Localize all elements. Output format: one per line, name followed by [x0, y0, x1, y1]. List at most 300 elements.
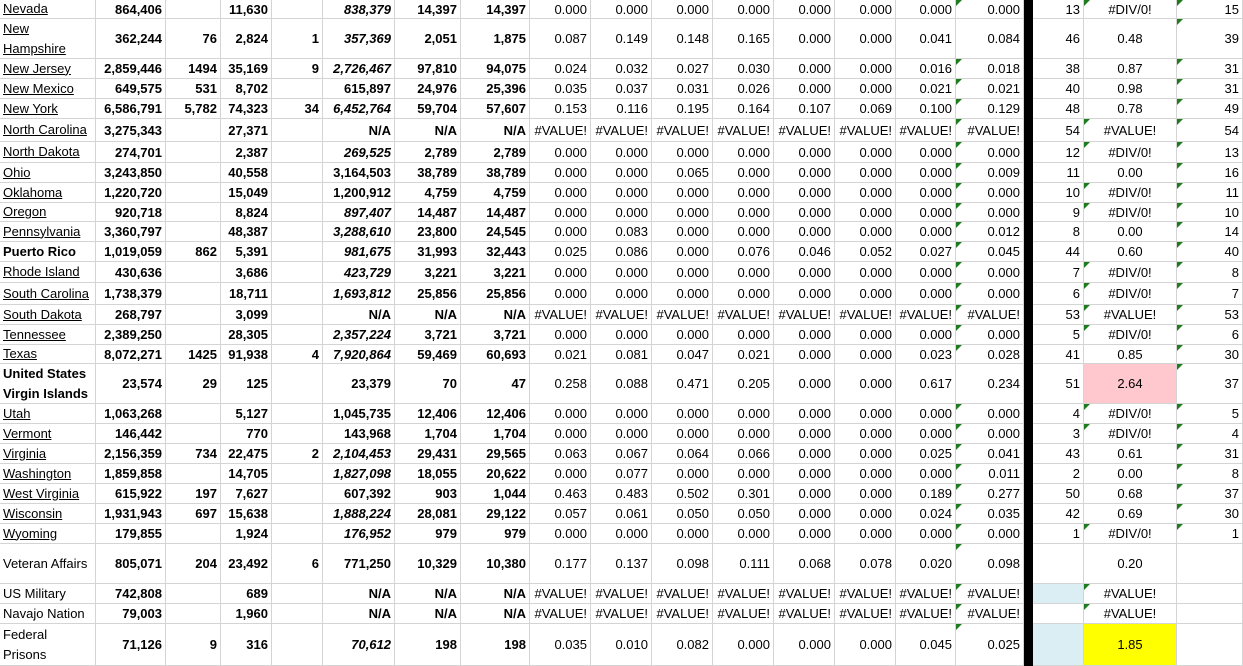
data-cell-r7[interactable]: 0.000	[896, 325, 956, 345]
data-cell-r3[interactable]: #VALUE!	[652, 604, 713, 624]
data-cell-r6[interactable]: 0.000	[835, 464, 896, 484]
data-cell-r7[interactable]: 0.000	[896, 524, 956, 544]
data-cell-c2[interactable]	[166, 142, 221, 163]
row-label-cell[interactable]: United States Virgin Islands	[0, 364, 96, 404]
data-cell-r5[interactable]: 0.000	[774, 624, 835, 666]
data-cell-k3[interactable]: 53	[1177, 305, 1243, 325]
data-cell-r3[interactable]: 0.064	[652, 444, 713, 464]
data-cell-r5[interactable]: 0.000	[774, 444, 835, 464]
data-cell-k2[interactable]: #VALUE!	[1084, 305, 1177, 325]
data-cell-r8[interactable]: 0.000	[956, 203, 1024, 222]
data-cell-c4[interactable]	[272, 364, 323, 404]
data-cell-c4[interactable]	[272, 524, 323, 544]
data-cell-c3[interactable]: 1,960	[221, 604, 272, 624]
data-cell-c6[interactable]: 979	[395, 524, 461, 544]
data-cell-c1[interactable]: 2,156,359	[96, 444, 166, 464]
data-cell-k1[interactable]: 50	[1033, 484, 1084, 504]
data-cell-r6[interactable]: 0.000	[835, 404, 896, 424]
data-cell-c7[interactable]: 32,443	[461, 242, 530, 262]
data-cell-r5[interactable]: 0.000	[774, 183, 835, 203]
row-label-cell[interactable]: Nevada	[0, 0, 96, 19]
data-cell-k1[interactable]	[1033, 544, 1084, 584]
data-cell-r1[interactable]: 0.021	[530, 345, 591, 364]
data-cell-k1[interactable]: 8	[1033, 222, 1084, 242]
data-cell-k3[interactable]: 7	[1177, 283, 1243, 305]
data-cell-c6[interactable]: 25,856	[395, 283, 461, 305]
data-cell-c5[interactable]: 3,288,610	[323, 222, 395, 242]
data-cell-r5[interactable]: 0.000	[774, 203, 835, 222]
data-cell-c6[interactable]: N/A	[395, 604, 461, 624]
data-cell-r1[interactable]: 0.000	[530, 464, 591, 484]
data-cell-r4[interactable]: 0.165	[713, 19, 774, 59]
data-cell-r2[interactable]: 0.137	[591, 544, 652, 584]
data-cell-r6[interactable]: 0.052	[835, 242, 896, 262]
row-label-cell[interactable]: New Jersey	[0, 59, 96, 79]
data-cell-r2[interactable]: 0.149	[591, 19, 652, 59]
data-cell-r7[interactable]: 0.045	[896, 624, 956, 666]
row-label-cell[interactable]: South Dakota	[0, 305, 96, 325]
data-cell-r5[interactable]: 0.046	[774, 242, 835, 262]
data-cell-c7[interactable]: 979	[461, 524, 530, 544]
data-cell-c1[interactable]: 1,220,720	[96, 183, 166, 203]
data-cell-r2[interactable]: 0.077	[591, 464, 652, 484]
data-cell-k3[interactable]: 31	[1177, 59, 1243, 79]
data-cell-r3[interactable]: 0.000	[652, 0, 713, 19]
data-cell-c3[interactable]: 8,702	[221, 79, 272, 99]
data-cell-c4[interactable]	[272, 305, 323, 325]
data-cell-r3[interactable]: 0.065	[652, 163, 713, 183]
data-cell-c1[interactable]: 268,797	[96, 305, 166, 325]
row-label-cell[interactable]: US Military	[0, 584, 96, 604]
data-cell-k3[interactable]: 31	[1177, 444, 1243, 464]
data-cell-r1[interactable]: 0.057	[530, 504, 591, 524]
data-cell-r8[interactable]: 0.000	[956, 142, 1024, 163]
data-cell-r5[interactable]: 0.000	[774, 163, 835, 183]
data-cell-c7[interactable]: 14,397	[461, 0, 530, 19]
data-cell-r2[interactable]: 0.088	[591, 364, 652, 404]
data-cell-k3[interactable]: 11	[1177, 183, 1243, 203]
data-cell-r4[interactable]: 0.026	[713, 79, 774, 99]
data-cell-c1[interactable]: 79,003	[96, 604, 166, 624]
data-cell-c7[interactable]: 1,044	[461, 484, 530, 504]
data-cell-r1[interactable]: #VALUE!	[530, 305, 591, 325]
data-cell-c7[interactable]: 25,856	[461, 283, 530, 305]
data-cell-c6[interactable]: 14,487	[395, 203, 461, 222]
data-cell-c6[interactable]: 2,789	[395, 142, 461, 163]
data-cell-r7[interactable]: 0.000	[896, 404, 956, 424]
row-label-cell[interactable]: Ohio	[0, 163, 96, 183]
data-cell-c1[interactable]: 71,126	[96, 624, 166, 666]
data-cell-k1[interactable]: 4	[1033, 404, 1084, 424]
data-cell-c3[interactable]: 40,558	[221, 163, 272, 183]
data-cell-r3[interactable]: 0.000	[652, 203, 713, 222]
data-cell-r1[interactable]: #VALUE!	[530, 584, 591, 604]
data-cell-k2[interactable]: 0.00	[1084, 222, 1177, 242]
data-cell-c2[interactable]	[166, 119, 221, 142]
data-cell-k2[interactable]: 0.87	[1084, 59, 1177, 79]
data-cell-c1[interactable]: 179,855	[96, 524, 166, 544]
data-cell-c6[interactable]: 31,993	[395, 242, 461, 262]
data-cell-r2[interactable]: #VALUE!	[591, 305, 652, 325]
data-cell-r1[interactable]: 0.000	[530, 262, 591, 283]
data-cell-r8[interactable]: 0.000	[956, 325, 1024, 345]
data-cell-c1[interactable]: 8,072,271	[96, 345, 166, 364]
data-cell-c4[interactable]	[272, 283, 323, 305]
data-cell-c7[interactable]: 4,759	[461, 183, 530, 203]
data-cell-k3[interactable]: 37	[1177, 484, 1243, 504]
data-cell-k3[interactable]: 1	[1177, 524, 1243, 544]
data-cell-k1[interactable]	[1033, 604, 1084, 624]
data-cell-r4[interactable]: 0.076	[713, 242, 774, 262]
data-cell-c7[interactable]: 60,693	[461, 345, 530, 364]
data-cell-r8[interactable]: 0.028	[956, 345, 1024, 364]
data-cell-c5[interactable]: 2,357,224	[323, 325, 395, 345]
data-cell-r1[interactable]: 0.153	[530, 99, 591, 119]
data-cell-k2[interactable]: 0.69	[1084, 504, 1177, 524]
data-cell-r1[interactable]: 0.035	[530, 79, 591, 99]
data-cell-c6[interactable]: 28,081	[395, 504, 461, 524]
data-cell-c5[interactable]: 3,164,503	[323, 163, 395, 183]
data-cell-r5[interactable]: 0.000	[774, 524, 835, 544]
data-cell-r4[interactable]: 0.164	[713, 99, 774, 119]
data-cell-k1[interactable]: 54	[1033, 119, 1084, 142]
data-cell-r5[interactable]: 0.000	[774, 79, 835, 99]
data-cell-c4[interactable]	[272, 79, 323, 99]
data-cell-r5[interactable]: 0.000	[774, 283, 835, 305]
data-cell-r1[interactable]: 0.000	[530, 142, 591, 163]
data-cell-c4[interactable]: 9	[272, 59, 323, 79]
data-cell-r6[interactable]: 0.000	[835, 484, 896, 504]
data-cell-k2[interactable]: #DIV/0!	[1084, 183, 1177, 203]
data-cell-r7[interactable]: #VALUE!	[896, 119, 956, 142]
data-cell-c4[interactable]: 4	[272, 345, 323, 364]
data-cell-c6[interactable]: 97,810	[395, 59, 461, 79]
data-cell-k2[interactable]: #DIV/0!	[1084, 524, 1177, 544]
data-cell-r8[interactable]: 0.045	[956, 242, 1024, 262]
data-cell-r8[interactable]: 0.084	[956, 19, 1024, 59]
data-cell-k1[interactable]	[1033, 584, 1084, 604]
data-cell-r1[interactable]: 0.463	[530, 484, 591, 504]
data-cell-k3[interactable]: 16	[1177, 163, 1243, 183]
data-cell-k2[interactable]: #DIV/0!	[1084, 325, 1177, 345]
data-cell-c5[interactable]: 897,407	[323, 203, 395, 222]
data-cell-r2[interactable]: 0.000	[591, 142, 652, 163]
data-cell-c2[interactable]	[166, 222, 221, 242]
data-cell-k1[interactable]: 44	[1033, 242, 1084, 262]
data-cell-c3[interactable]: 18,711	[221, 283, 272, 305]
data-cell-c7[interactable]: 38,789	[461, 163, 530, 183]
data-cell-c5[interactable]: 269,525	[323, 142, 395, 163]
data-cell-c5[interactable]: 7,920,864	[323, 345, 395, 364]
data-cell-c5[interactable]: 2,726,467	[323, 59, 395, 79]
row-label-cell[interactable]: Vermont	[0, 424, 96, 444]
row-label-cell[interactable]: Wisconsin	[0, 504, 96, 524]
data-cell-c4[interactable]	[272, 142, 323, 163]
data-cell-c7[interactable]: N/A	[461, 604, 530, 624]
data-cell-c2[interactable]: 862	[166, 242, 221, 262]
data-cell-r4[interactable]: 0.111	[713, 544, 774, 584]
data-cell-c1[interactable]: 615,922	[96, 484, 166, 504]
data-cell-r3[interactable]: 0.000	[652, 142, 713, 163]
data-cell-c1[interactable]: 362,244	[96, 19, 166, 59]
data-cell-c4[interactable]	[272, 604, 323, 624]
data-cell-r5[interactable]: 0.107	[774, 99, 835, 119]
data-cell-c3[interactable]: 91,938	[221, 345, 272, 364]
row-label-cell[interactable]: Veteran Affairs	[0, 544, 96, 584]
data-cell-c1[interactable]: 920,718	[96, 203, 166, 222]
data-cell-r6[interactable]: 0.000	[835, 203, 896, 222]
data-cell-c4[interactable]	[272, 624, 323, 666]
data-cell-c1[interactable]: 2,859,446	[96, 59, 166, 79]
data-cell-r2[interactable]: 0.483	[591, 484, 652, 504]
data-cell-r8[interactable]: 0.025	[956, 624, 1024, 666]
data-cell-c7[interactable]: 1,704	[461, 424, 530, 444]
data-cell-c5[interactable]: 1,827,098	[323, 464, 395, 484]
data-cell-k1[interactable]: 3	[1033, 424, 1084, 444]
data-cell-r7[interactable]: 0.617	[896, 364, 956, 404]
data-cell-r8[interactable]: 0.009	[956, 163, 1024, 183]
data-cell-k2[interactable]: 0.61	[1084, 444, 1177, 464]
data-cell-r3[interactable]: #VALUE!	[652, 305, 713, 325]
data-cell-r1[interactable]: 0.000	[530, 0, 591, 19]
data-cell-r7[interactable]: 0.100	[896, 99, 956, 119]
data-cell-r8[interactable]: 0.012	[956, 222, 1024, 242]
data-cell-r3[interactable]: 0.000	[652, 464, 713, 484]
data-cell-c7[interactable]: 1,875	[461, 19, 530, 59]
data-cell-r7[interactable]: #VALUE!	[896, 604, 956, 624]
row-label-cell[interactable]: West Virginia	[0, 484, 96, 504]
data-cell-c2[interactable]: 1494	[166, 59, 221, 79]
data-cell-c6[interactable]: 3,721	[395, 325, 461, 345]
data-cell-c5[interactable]: N/A	[323, 119, 395, 142]
data-cell-k2[interactable]: #VALUE!	[1084, 604, 1177, 624]
row-label-cell[interactable]: Texas	[0, 345, 96, 364]
data-cell-r5[interactable]: 0.000	[774, 464, 835, 484]
data-cell-r2[interactable]: 0.037	[591, 79, 652, 99]
data-cell-r3[interactable]: 0.000	[652, 262, 713, 283]
data-cell-r3[interactable]: 0.000	[652, 242, 713, 262]
row-label-cell[interactable]: New Mexico	[0, 79, 96, 99]
data-cell-c2[interactable]	[166, 283, 221, 305]
data-cell-r6[interactable]: #VALUE!	[835, 584, 896, 604]
data-cell-r5[interactable]: 0.000	[774, 142, 835, 163]
data-cell-r1[interactable]: 0.000	[530, 183, 591, 203]
data-cell-c3[interactable]: 5,127	[221, 404, 272, 424]
data-cell-r7[interactable]: 0.000	[896, 464, 956, 484]
data-cell-c7[interactable]: N/A	[461, 119, 530, 142]
data-cell-r6[interactable]: 0.000	[835, 222, 896, 242]
data-cell-r7[interactable]: 0.023	[896, 345, 956, 364]
data-cell-k1[interactable]	[1033, 624, 1084, 666]
data-cell-c5[interactable]: 771,250	[323, 544, 395, 584]
data-cell-c3[interactable]: 316	[221, 624, 272, 666]
data-cell-r3[interactable]: 0.000	[652, 283, 713, 305]
data-cell-c4[interactable]	[272, 262, 323, 283]
data-cell-k2[interactable]: #DIV/0!	[1084, 424, 1177, 444]
data-cell-k1[interactable]: 13	[1033, 0, 1084, 19]
data-cell-c6[interactable]: 23,800	[395, 222, 461, 242]
data-cell-r7[interactable]: 0.027	[896, 242, 956, 262]
data-cell-r8[interactable]: 0.277	[956, 484, 1024, 504]
data-cell-r6[interactable]: 0.000	[835, 142, 896, 163]
row-label-cell[interactable]: Virginia	[0, 444, 96, 464]
data-cell-c4[interactable]: 34	[272, 99, 323, 119]
data-cell-c6[interactable]: N/A	[395, 584, 461, 604]
data-cell-c1[interactable]: 3,243,850	[96, 163, 166, 183]
data-cell-k3[interactable]: 49	[1177, 99, 1243, 119]
data-cell-c2[interactable]: 734	[166, 444, 221, 464]
data-cell-k2[interactable]: #VALUE!	[1084, 584, 1177, 604]
data-cell-c5[interactable]: 143,968	[323, 424, 395, 444]
data-cell-r1[interactable]: 0.000	[530, 424, 591, 444]
data-cell-r4[interactable]: 0.000	[713, 142, 774, 163]
row-label-cell[interactable]: Washington	[0, 464, 96, 484]
data-cell-r2[interactable]: #VALUE!	[591, 119, 652, 142]
data-cell-r7[interactable]: 0.000	[896, 142, 956, 163]
data-cell-c1[interactable]: 6,586,791	[96, 99, 166, 119]
data-cell-r4[interactable]: 0.000	[713, 222, 774, 242]
data-cell-r7[interactable]: 0.024	[896, 504, 956, 524]
data-cell-c3[interactable]: 3,686	[221, 262, 272, 283]
data-cell-c3[interactable]: 7,627	[221, 484, 272, 504]
data-cell-c5[interactable]: 981,675	[323, 242, 395, 262]
data-cell-r1[interactable]: 0.000	[530, 163, 591, 183]
data-cell-r2[interactable]: 0.083	[591, 222, 652, 242]
data-cell-r2[interactable]: 0.000	[591, 283, 652, 305]
data-cell-r6[interactable]: 0.000	[835, 163, 896, 183]
row-label-cell[interactable]: Tennessee	[0, 325, 96, 345]
data-cell-r4[interactable]: 0.000	[713, 524, 774, 544]
data-cell-c3[interactable]: 3,099	[221, 305, 272, 325]
data-cell-c3[interactable]: 15,638	[221, 504, 272, 524]
data-cell-k1[interactable]: 53	[1033, 305, 1084, 325]
data-cell-r5[interactable]: 0.000	[774, 345, 835, 364]
data-cell-r6[interactable]: 0.000	[835, 624, 896, 666]
data-cell-c5[interactable]: 23,379	[323, 364, 395, 404]
data-cell-k1[interactable]: 42	[1033, 504, 1084, 524]
data-cell-c5[interactable]: 2,104,453	[323, 444, 395, 464]
row-label-cell[interactable]: North Dakota	[0, 142, 96, 163]
data-cell-c6[interactable]: N/A	[395, 305, 461, 325]
data-cell-k2[interactable]: 0.98	[1084, 79, 1177, 99]
data-cell-r6[interactable]: 0.000	[835, 59, 896, 79]
data-cell-r4[interactable]: 0.000	[713, 262, 774, 283]
data-cell-r2[interactable]: 0.067	[591, 444, 652, 464]
data-cell-c1[interactable]: 274,701	[96, 142, 166, 163]
data-cell-c2[interactable]	[166, 604, 221, 624]
data-cell-r6[interactable]: 0.000	[835, 283, 896, 305]
row-label-cell[interactable]: Wyoming	[0, 524, 96, 544]
data-cell-r4[interactable]: 0.000	[713, 203, 774, 222]
data-cell-r1[interactable]: 0.000	[530, 404, 591, 424]
data-cell-r2[interactable]: 0.000	[591, 404, 652, 424]
data-cell-k2[interactable]: 2.64	[1084, 364, 1177, 404]
data-cell-r5[interactable]: #VALUE!	[774, 305, 835, 325]
data-cell-r1[interactable]: 0.000	[530, 222, 591, 242]
data-cell-r8[interactable]: 0.000	[956, 0, 1024, 19]
data-cell-c7[interactable]: N/A	[461, 305, 530, 325]
data-cell-r4[interactable]: 0.021	[713, 345, 774, 364]
row-label-cell[interactable]: Federal Prisons	[0, 624, 96, 666]
data-cell-k3[interactable]	[1177, 624, 1243, 666]
data-cell-c5[interactable]: 615,897	[323, 79, 395, 99]
data-cell-r1[interactable]: 0.000	[530, 325, 591, 345]
data-cell-c7[interactable]: 12,406	[461, 404, 530, 424]
data-cell-r7[interactable]: 0.000	[896, 222, 956, 242]
data-cell-c4[interactable]	[272, 484, 323, 504]
data-cell-r7[interactable]: 0.000	[896, 183, 956, 203]
data-cell-c3[interactable]: 125	[221, 364, 272, 404]
data-cell-r8[interactable]: 0.234	[956, 364, 1024, 404]
data-cell-c6[interactable]: 4,759	[395, 183, 461, 203]
data-cell-c6[interactable]: 198	[395, 624, 461, 666]
data-cell-r2[interactable]: 0.000	[591, 424, 652, 444]
data-cell-k2[interactable]: 0.00	[1084, 163, 1177, 183]
data-cell-r5[interactable]: 0.000	[774, 484, 835, 504]
data-cell-r6[interactable]: #VALUE!	[835, 119, 896, 142]
data-cell-c2[interactable]	[166, 424, 221, 444]
data-cell-r1[interactable]: 0.177	[530, 544, 591, 584]
row-label-cell[interactable]: South Carolina	[0, 283, 96, 305]
data-cell-r4[interactable]: #VALUE!	[713, 119, 774, 142]
data-cell-c2[interactable]: 531	[166, 79, 221, 99]
data-cell-k2[interactable]: 0.68	[1084, 484, 1177, 504]
data-cell-r3[interactable]: 0.148	[652, 19, 713, 59]
data-cell-r3[interactable]: 0.050	[652, 504, 713, 524]
data-cell-r2[interactable]: 0.000	[591, 262, 652, 283]
data-cell-r2[interactable]: 0.061	[591, 504, 652, 524]
data-cell-r8[interactable]: #VALUE!	[956, 584, 1024, 604]
data-cell-r8[interactable]: 0.021	[956, 79, 1024, 99]
data-cell-r5[interactable]: 0.000	[774, 424, 835, 444]
data-cell-k2[interactable]: #VALUE!	[1084, 119, 1177, 142]
data-cell-c3[interactable]: 2,824	[221, 19, 272, 59]
data-cell-k1[interactable]: 12	[1033, 142, 1084, 163]
data-cell-k2[interactable]: 0.20	[1084, 544, 1177, 584]
data-cell-c3[interactable]: 27,371	[221, 119, 272, 142]
data-cell-c7[interactable]: 47	[461, 364, 530, 404]
data-cell-c6[interactable]: N/A	[395, 119, 461, 142]
data-cell-r2[interactable]: 0.086	[591, 242, 652, 262]
data-cell-r4[interactable]: 0.050	[713, 504, 774, 524]
data-cell-c1[interactable]: 649,575	[96, 79, 166, 99]
data-cell-c7[interactable]: 14,487	[461, 203, 530, 222]
data-cell-k1[interactable]: 38	[1033, 59, 1084, 79]
data-cell-k1[interactable]: 1	[1033, 524, 1084, 544]
data-cell-c2[interactable]: 1425	[166, 345, 221, 364]
data-cell-r5[interactable]: 0.068	[774, 544, 835, 584]
data-cell-c1[interactable]: 23,574	[96, 364, 166, 404]
data-cell-c2[interactable]	[166, 262, 221, 283]
data-cell-r8[interactable]: 0.000	[956, 262, 1024, 283]
data-cell-r8[interactable]: 0.098	[956, 544, 1024, 584]
data-cell-k3[interactable]	[1177, 544, 1243, 584]
data-cell-k1[interactable]: 51	[1033, 364, 1084, 404]
data-cell-k3[interactable]: 30	[1177, 504, 1243, 524]
data-cell-r2[interactable]: #VALUE!	[591, 584, 652, 604]
data-cell-r2[interactable]: 0.000	[591, 0, 652, 19]
data-cell-c3[interactable]: 770	[221, 424, 272, 444]
data-cell-r7[interactable]: #VALUE!	[896, 584, 956, 604]
data-cell-r3[interactable]: 0.195	[652, 99, 713, 119]
data-cell-c2[interactable]	[166, 163, 221, 183]
data-cell-c6[interactable]: 3,221	[395, 262, 461, 283]
data-cell-r3[interactable]: 0.000	[652, 404, 713, 424]
data-cell-r4[interactable]: 0.000	[713, 325, 774, 345]
data-cell-k3[interactable]: 5	[1177, 404, 1243, 424]
data-cell-r3[interactable]: #VALUE!	[652, 119, 713, 142]
data-cell-r5[interactable]: 0.000	[774, 262, 835, 283]
